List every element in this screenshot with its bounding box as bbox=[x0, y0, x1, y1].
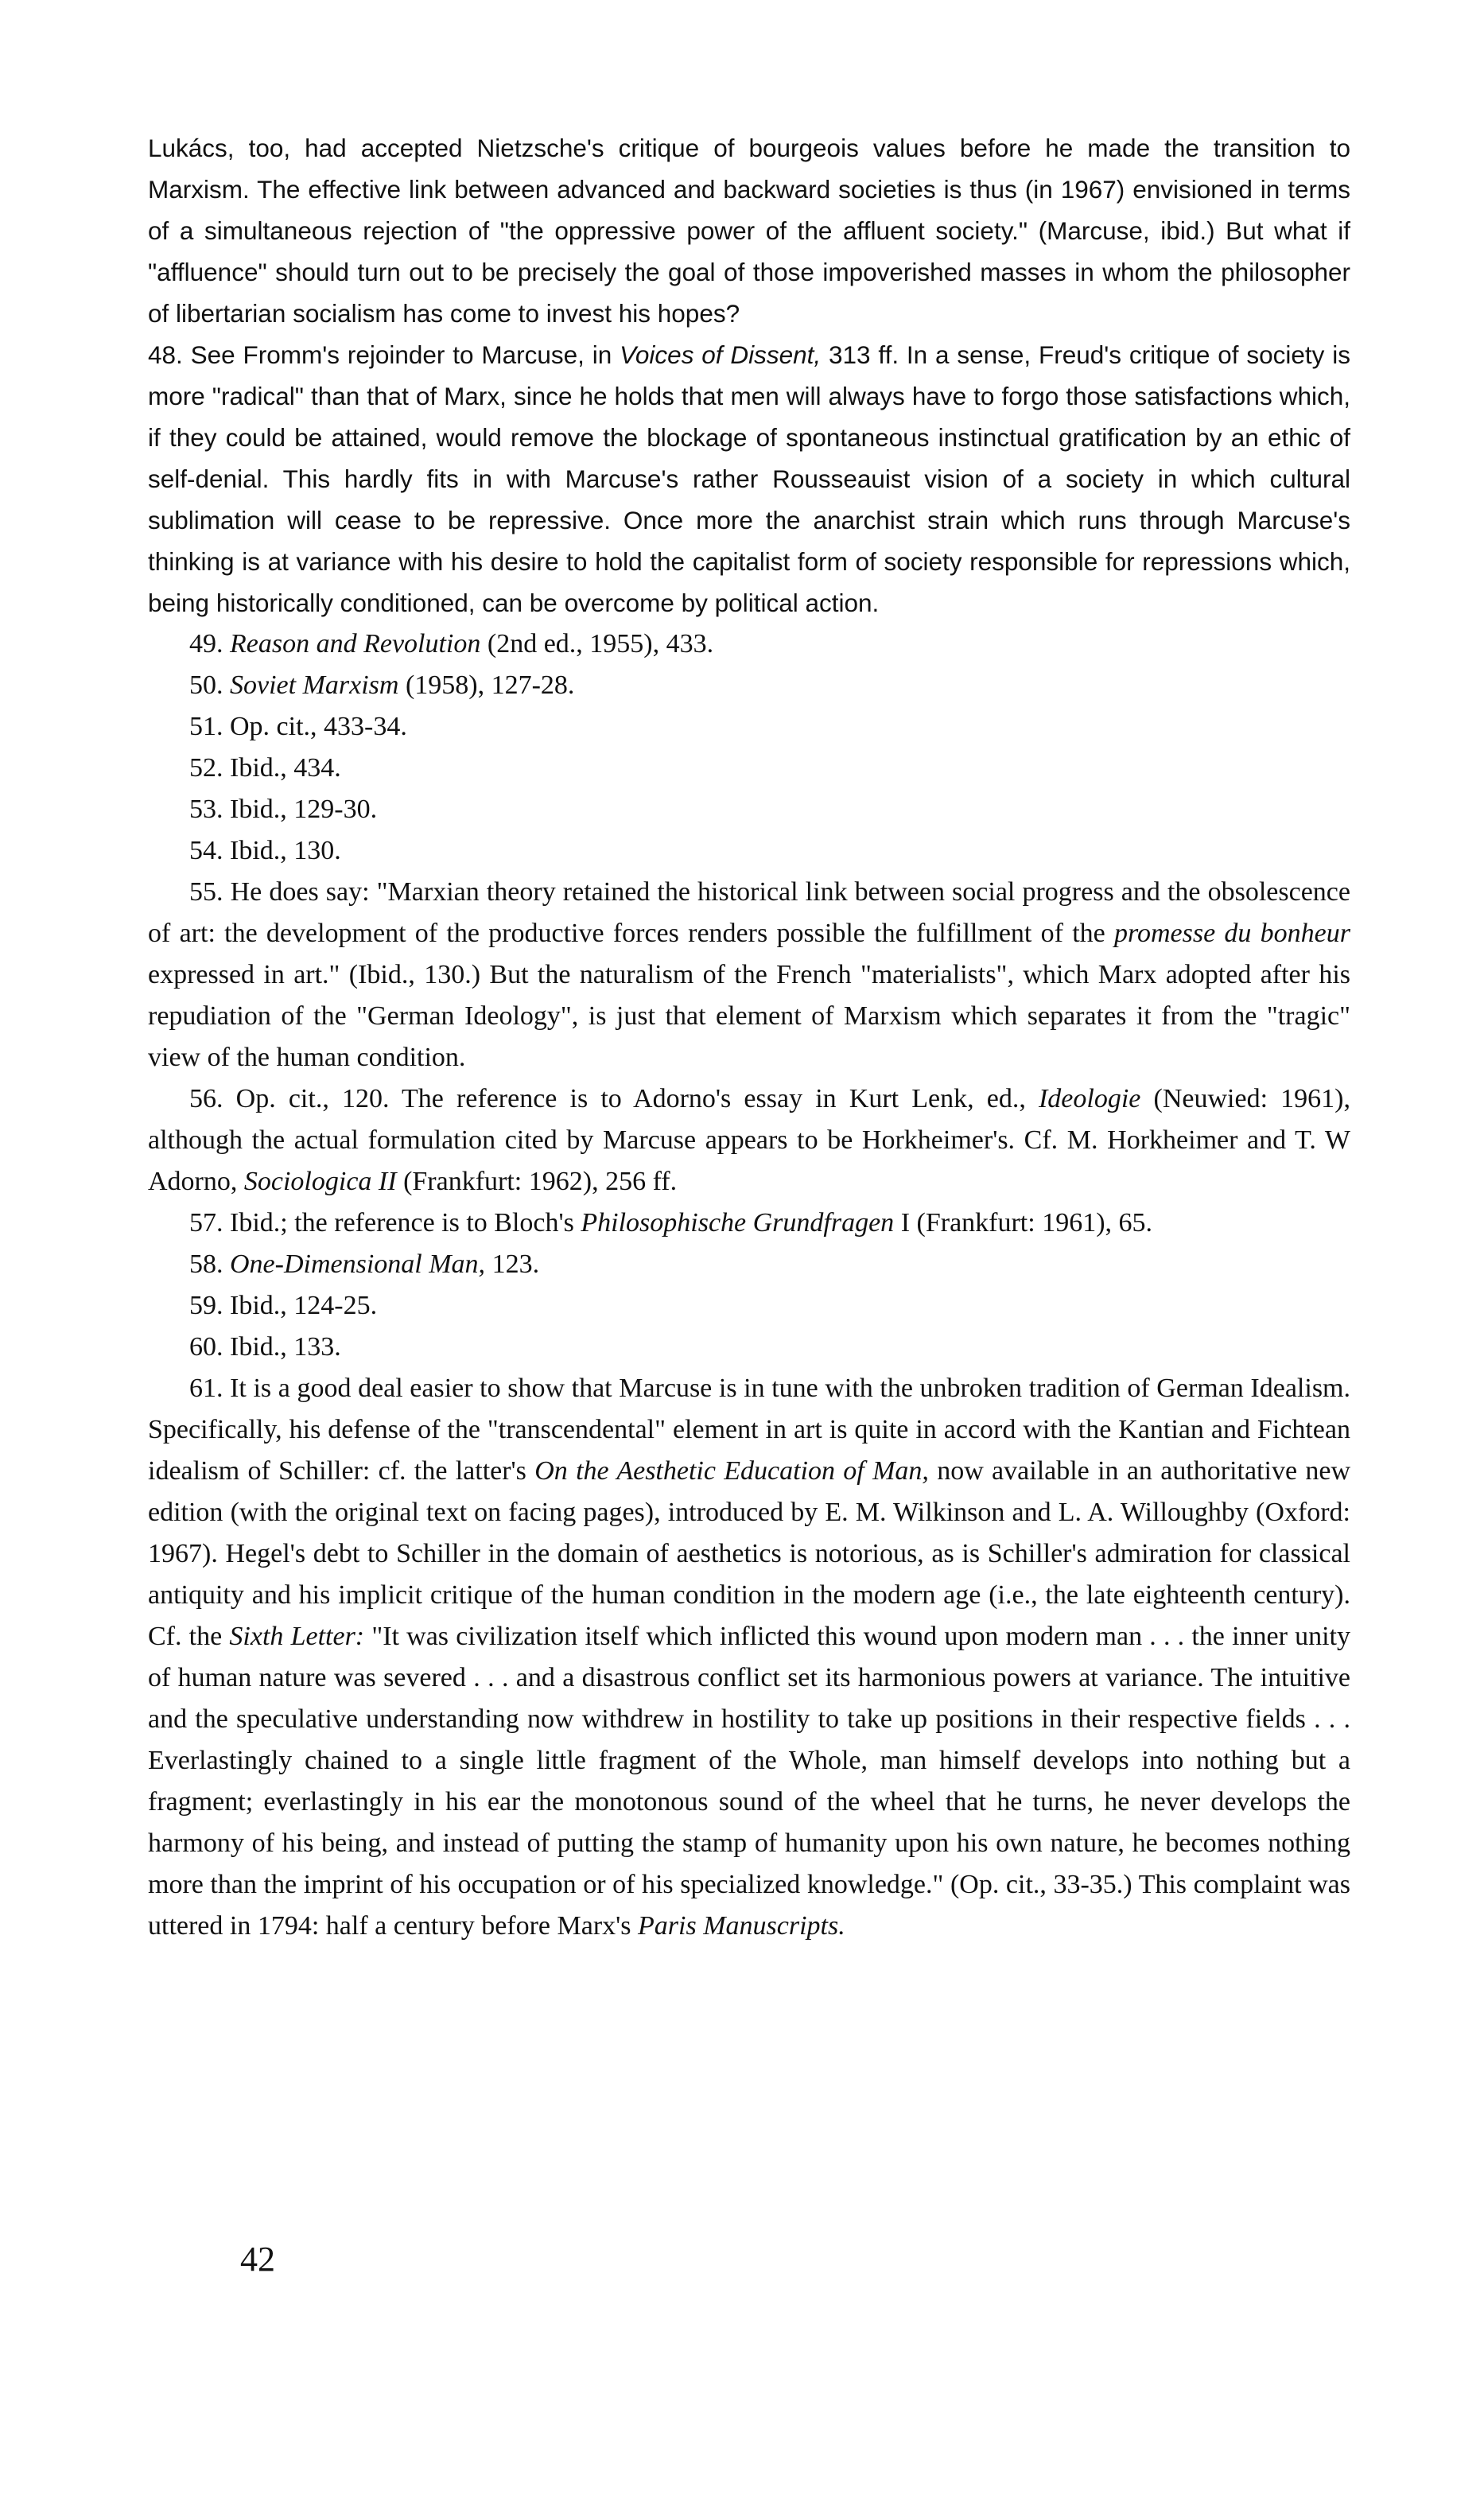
book-title: Soviet Marxism bbox=[230, 670, 399, 700]
footnote-text: Ibid., 434. bbox=[223, 753, 341, 783]
footnote-text: Ibid., 133. bbox=[223, 1332, 341, 1362]
book-title: Reason and Revolution bbox=[230, 629, 481, 659]
footnote-58 bbox=[148, 1244, 1350, 1285]
footnote-text: Ibid., 130. bbox=[223, 836, 341, 865]
footnote-53 bbox=[148, 789, 1350, 830]
footnote-number: 56. bbox=[189, 1084, 223, 1113]
footnote-number: 49. bbox=[189, 629, 223, 659]
footnote-61 bbox=[148, 1368, 1350, 1947]
footnote-54 bbox=[148, 830, 1350, 872]
footnote-number: 58. bbox=[189, 1249, 223, 1279]
footnote-text: It is a good deal easier to show that Marcuse is in tune with the unbroken tradition of German Idealism. Specifically, his defense of the "transcendental" element in art is quite in accord with the Kantian and Fichtean idealism of Schiller: cf. the latter's bbox=[148, 1374, 1350, 1486]
book-title: Ideologie bbox=[1038, 1084, 1141, 1113]
footnote-text: 313 ff. In a sense, Freud's critique of society is more "radical" than that of Marx, since he holds that men will always have to forgo those satisfactions which, if they could be attained, would remove the blockage of spontaneous instinctual gratification by an ethic of self-denial. This hardly fits in with Marcuse's rather Rousseauist vision of a society in which cultural sublimation will cease to be repressive. Once more the anarchist strain which runs through Marcuse's thinking is at variance with his desire to hold the capitalist form of society responsible for repressions which, being historically conditioned, can be overcome by political action. bbox=[148, 340, 1350, 617]
footnote-text: See Fromm's rejoinder to Marcuse, in bbox=[182, 340, 620, 369]
book-title: Sociologica II bbox=[243, 1167, 397, 1196]
footnotes-body bbox=[148, 127, 1350, 1947]
footnote-text: (Neuwied: 1961), although the actual formulation cited by Marcuse appears to be Horkheimer's. Cf. M. Horkheimer and T. W Adorno, bbox=[148, 1084, 1350, 1196]
footnote-51 bbox=[148, 706, 1350, 748]
footnote-text: Ibid., 124-25. bbox=[223, 1291, 378, 1320]
footnote-number: 55. bbox=[189, 877, 223, 907]
book-title: On the Aesthetic Education of Man, bbox=[534, 1456, 929, 1486]
footnote-60 bbox=[148, 1327, 1350, 1368]
book-title: Philosophische Grundfragen bbox=[581, 1208, 895, 1238]
footnote-number: 53. bbox=[189, 795, 223, 824]
footnote-49 bbox=[148, 624, 1350, 665]
footnote-text: (Frankfurt: 1962), 256 ff. bbox=[396, 1167, 678, 1196]
footnote-52 bbox=[148, 748, 1350, 789]
italic-phrase: promesse du bonheur bbox=[1114, 919, 1351, 948]
book-title: One-Dimensional Man, bbox=[230, 1249, 486, 1279]
footnote-55 bbox=[148, 872, 1350, 1078]
letter-title: Sixth Letter: bbox=[229, 1622, 365, 1651]
footnote-48 bbox=[148, 334, 1350, 624]
footnote-50 bbox=[148, 665, 1350, 706]
footnote-text: now available in an authoritative new edition (with the original text on facing pages), introduced by E. M. Wilkinson and L. A. Willoughby (Oxford: 1967). Hegel's debt to Schiller in the domain of aesthetics is notorious, as is Schiller's admiration for classical antiquity and his implicit critique of the human condition in the modern age (i.e., the late eighteenth century). Cf. the bbox=[148, 1456, 1351, 1651]
footnote-number: 60. bbox=[189, 1332, 223, 1362]
footnote-text: (1958), 127-28. bbox=[398, 670, 575, 700]
footnote-text: (2nd ed., 1955), 433. bbox=[480, 629, 714, 659]
footnote-text: "It was civilization itself which inflicted this wound upon modern man . . . the inner unity of human nature was severed . . . and a disastrous conflict set its harmonious powers at variance. The intuitive and the speculative understanding now withdrew in hostility to take up positions in their respective fields . . . Everlastingly chained to a single little fragment of the Whole, man himself develops into nothing but a fragment; everlastingly in his ear the monotonous sound of the wheel that he turns, he never develops the harmony of his being, and instead of putting the stamp of humanity upon his own nature, he becomes nothing more than the imprint of his occupation or of his specialized knowledge." (Op. cit., 33-35.) This complaint was uttered in 1794: half a century before Marx's bbox=[148, 1622, 1351, 1941]
footnote-text: I (Frankfurt: 1961), 65. bbox=[894, 1208, 1153, 1238]
book-title: Paris Manuscripts. bbox=[638, 1911, 845, 1941]
footnote-text: Ibid., 129-30. bbox=[223, 795, 378, 824]
footnote-text: Ibid.; the reference is to Bloch's bbox=[223, 1208, 581, 1238]
footnote-59 bbox=[148, 1285, 1350, 1327]
footnote-57 bbox=[148, 1203, 1350, 1244]
footnote-number: 61. bbox=[189, 1374, 223, 1403]
footnote-number: 51. bbox=[189, 712, 223, 741]
footnote-text: He does say: "Marxian theory retained the historical link between social progress and the obsolescence of art: the development of the productive forces renders possible the fulfillment of the bbox=[148, 877, 1350, 948]
footnote-text: Op. cit., 433-34. bbox=[223, 712, 407, 741]
paragraph-text: Lukács, too, had accepted Nietzsche's critique of bourgeois values before he made the transition to Marxism. The effective link between advanced and backward societies is thus (in 1967) envisioned in terms of a simultaneous rejection of "the oppressive power of the affluent society." (Marcuse, ibid.) But what if "affluence" should turn out to be precisely the goal of those impoverished masses in whom the philosopher of libertarian socialism has come to invest his hopes? bbox=[148, 134, 1350, 328]
footnote-number: 59. bbox=[189, 1291, 223, 1320]
continued-note-paragraph bbox=[148, 127, 1350, 334]
book-title: Voices of Dissent, bbox=[620, 340, 822, 369]
footnote-number: 57. bbox=[189, 1208, 223, 1238]
footnote-text: 123. bbox=[485, 1249, 540, 1279]
footnote-number: 52. bbox=[189, 753, 223, 783]
footnote-text: expressed in art." (Ibid., 130.) But the naturalism of the French "materialists", which Marx adopted after his repudiation of the "German Ideology", is just that element of Marxism which separates it from the "tragic" view of the human condition. bbox=[148, 960, 1350, 1072]
page-number: 42 bbox=[240, 2240, 275, 2279]
footnote-number: 50. bbox=[189, 670, 223, 700]
footnote-text: Op. cit., 120. The reference is to Adorno's essay in Kurt Lenk, ed., bbox=[223, 1084, 1039, 1113]
footnote-56 bbox=[148, 1078, 1350, 1203]
footnote-number: 48. bbox=[148, 340, 183, 369]
footnote-number: 54. bbox=[189, 836, 223, 865]
